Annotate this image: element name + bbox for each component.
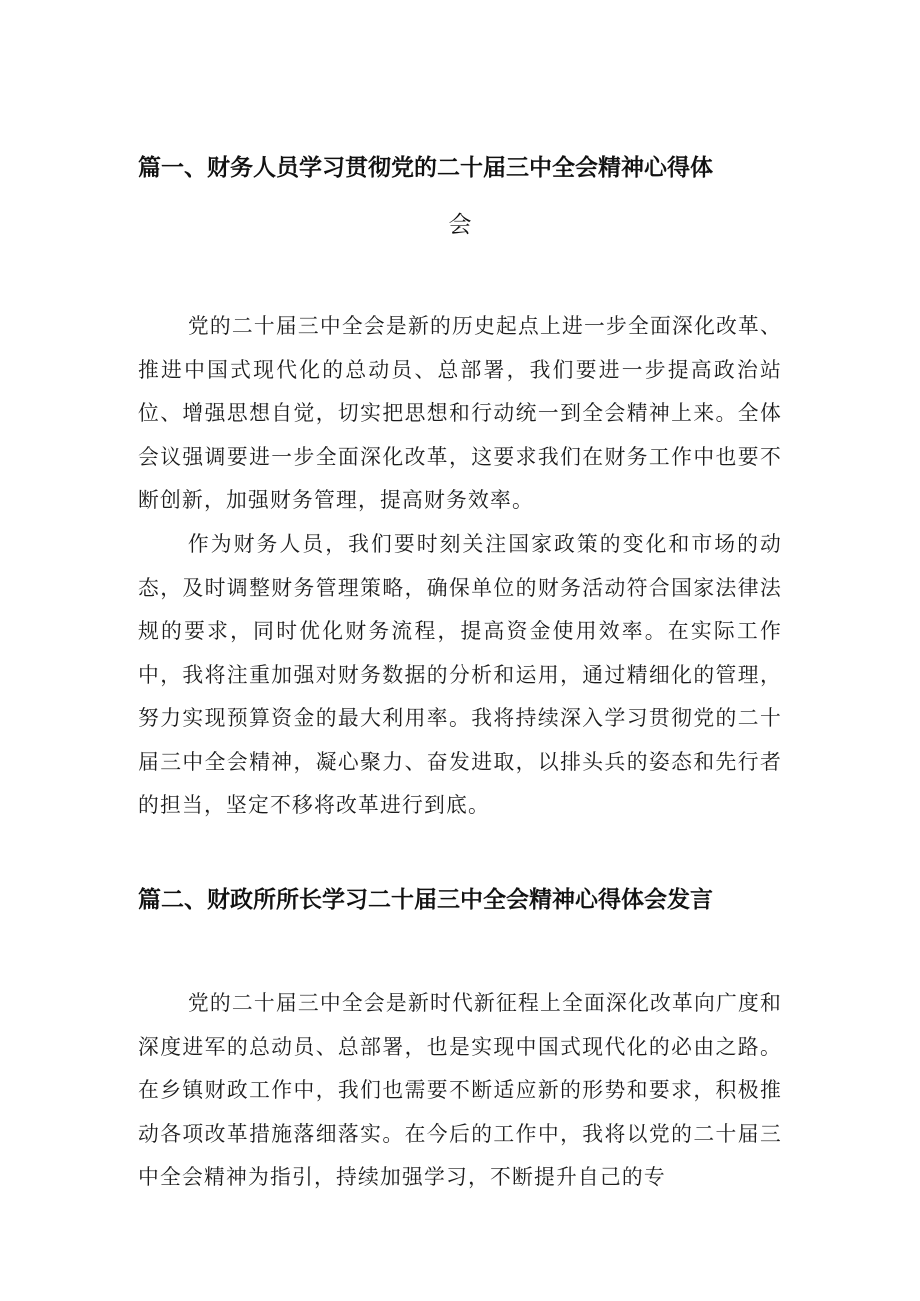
section-2-paragraph-1: 党的二十届三中全会是新时代新征程上全面深化改革向广度和深度进军的总动员、总部署，也是实现中国式现代化的必由之路。在乡镇财政工作中，我们也需要不断适应新的形势和要求，积极推动各项改革措施落细落实。在今后的工作中，我将以党的二十届三中全会精神为指引，持续加强学习，不断提升自己的专	[138, 991, 782, 1189]
section-1-paragraph-1: 党的二十届三中全会是新的历史起点上进一步全面深化改革、推进中国式现代化的总动员、总部署，我们要进一步提高政治站位、增强思想自觉，切实把思想和行动统一到全会精神上来。全体会议强调要进一步全面深化改革，这要求我们在财务工作中也要不断创新，加强财务管理，提高财务效率。	[138, 314, 782, 512]
section-1-paragraph-2: 作为财务人员，我们要时刻关注国家政策的变化和市场的动态，及时调整财务管理策略，确保单位的财务活动符合国家法律法规的要求，同时优化财务流程，提高资金使用效率。在实际工作中，我将注重加强对财务数据的分析和运用，通过精细化的管理，努力实现预算资金的最大利用率。我将持续深入学习贯彻党的二十届三中全会精神，凝心聚力、奋发进取，以排头兵的姿态和先行者的担当，坚定不移将改革进行到底。	[138, 532, 782, 817]
section-1-title: 篇一、财务人员学习贯彻党的二十届三中全会精神心得体	[138, 155, 713, 181]
section-1-title-continuation: 会	[448, 212, 472, 238]
section-2-title: 篇二、财政所所长学习二十届三中全会精神心得体会发言	[138, 887, 713, 913]
